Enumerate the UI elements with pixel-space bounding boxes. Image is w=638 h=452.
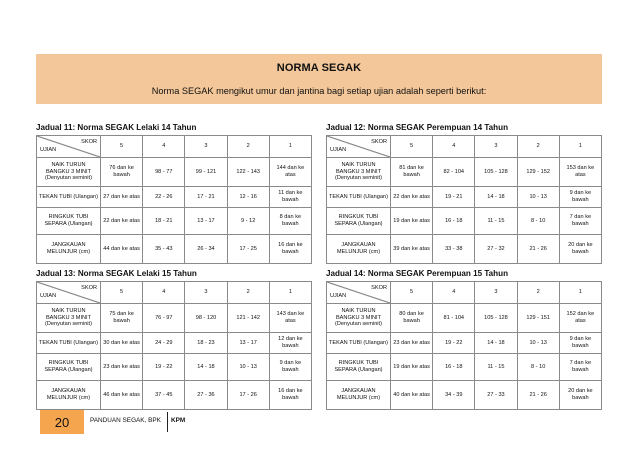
norm-value-cell: 144 dan ke atas: [269, 158, 311, 187]
test-name-cell: RINGKUK TUBI SEPARA (Ulangan): [37, 354, 101, 381]
score-header-cell: 2: [517, 282, 559, 304]
norm-value-cell: 13 - 17: [227, 333, 269, 354]
table-row: [327, 381, 602, 410]
page-title: NORMA SEGAK: [276, 62, 362, 74]
norm-value-cell: 40 dan ke atas: [391, 381, 433, 410]
score-header-cell: 4: [433, 136, 475, 158]
score-header-cell: 1: [269, 136, 311, 158]
norm-value-cell: 17 - 25: [227, 235, 269, 264]
norm-table: [36, 135, 312, 264]
score-header-cell: 1: [559, 282, 601, 304]
norm-table-block: [326, 269, 602, 410]
norm-value-cell: 23 dan ke atas: [391, 333, 433, 354]
norm-value-cell: 16 dan ke bawah: [269, 381, 311, 410]
norm-value-cell: 105 - 128: [475, 304, 517, 333]
norm-value-cell: 21 - 26: [517, 235, 559, 264]
table-row: [37, 158, 312, 187]
norm-value-cell: 153 dan ke atas: [559, 158, 601, 187]
norm-value-cell: 33 - 38: [433, 235, 475, 264]
norm-value-cell: 10 - 13: [227, 354, 269, 381]
norm-value-cell: 19 - 22: [433, 333, 475, 354]
table-row: [37, 381, 312, 410]
test-name-cell: TEKAN TUBI (Ulangan): [37, 333, 101, 354]
norm-value-cell: 8 dan ke bawah: [269, 208, 311, 235]
norm-value-cell: 9 - 12: [227, 208, 269, 235]
score-header-cell: 3: [475, 136, 517, 158]
norm-value-cell: 16 - 18: [433, 354, 475, 381]
norm-value-cell: 11 dan ke bawah: [269, 187, 311, 208]
ujian-label: UJIAN: [330, 147, 347, 154]
table-title: Jadual 11: Norma SEGAK Lelaki 14 Tahun: [36, 123, 197, 132]
test-name-cell: RINGKUK TUBI SEPARA (Ulangan): [327, 354, 391, 381]
norm-value-cell: 10 - 13: [517, 333, 559, 354]
test-name-cell: TEKAN TUBI (Ulangan): [327, 333, 391, 354]
table-row: [327, 333, 602, 354]
norm-value-cell: 20 dan ke bawah: [559, 235, 601, 264]
table-row: [327, 354, 602, 381]
norm-value-cell: 14 - 18: [475, 333, 517, 354]
norm-value-cell: 22 dan ke atas: [101, 208, 143, 235]
norm-value-cell: 27 dan ke atas: [101, 187, 143, 208]
norm-value-cell: 18 - 21: [143, 208, 185, 235]
norm-value-cell: 76 - 97: [143, 304, 185, 333]
norm-value-cell: 14 - 18: [475, 187, 517, 208]
norm-value-cell: 46 dan ke atas: [101, 381, 143, 410]
table-row: [327, 235, 602, 264]
norm-value-cell: 17 - 26: [227, 381, 269, 410]
norm-value-cell: 10 - 13: [517, 187, 559, 208]
test-name-cell: RINGKUK TUBI SEPARA (Ulangan): [327, 208, 391, 235]
norm-value-cell: 7 dan ke bawah: [559, 208, 601, 235]
header-corner-cell: [327, 282, 391, 304]
norm-value-cell: 152 dan ke atas: [559, 304, 601, 333]
norm-value-cell: 75 dan ke bawah: [101, 304, 143, 333]
norm-value-cell: 22 dan ke atas: [391, 187, 433, 208]
norm-value-cell: 21 - 26: [517, 381, 559, 410]
ujian-label: UJIAN: [40, 293, 57, 300]
norm-value-cell: 81 dan ke bawah: [391, 158, 433, 187]
norm-value-cell: 16 dan ke bawah: [269, 235, 311, 264]
norm-value-cell: 76 dan ke bawah: [101, 158, 143, 187]
score-header-cell: 4: [143, 136, 185, 158]
skor-label: SKOR: [371, 139, 387, 145]
norm-value-cell: 129 - 152: [517, 158, 559, 187]
footer-org: KPM: [171, 417, 186, 424]
norm-value-cell: 9 dan ke bawah: [269, 354, 311, 381]
skor-label: SKOR: [371, 285, 387, 291]
table-row: [327, 158, 602, 187]
norm-value-cell: 24 - 29: [143, 333, 185, 354]
footer-text: PANDUAN SEGAK, BPK: [90, 417, 161, 424]
score-header-cell: 3: [475, 282, 517, 304]
norm-value-cell: 20 dan ke bawah: [559, 381, 601, 410]
norm-value-cell: 34 - 39: [433, 381, 475, 410]
norm-table-block: [326, 123, 602, 264]
norm-value-cell: 9 dan ke bawah: [559, 333, 601, 354]
score-header-cell: 4: [143, 282, 185, 304]
norm-value-cell: 23 dan ke atas: [101, 354, 143, 381]
title-banner: [36, 54, 602, 104]
test-name-cell: NAIK TURUN BANGKU 3 MINIT (Denyutan seminit): [37, 304, 101, 333]
test-name-cell: JANGKAUAN MELUNJUR (cm): [37, 235, 101, 264]
table-row: [37, 187, 312, 208]
ujian-label: UJIAN: [330, 293, 347, 300]
test-name-cell: NAIK TURUN BANGKU 3 MINIT (Denyutan seminit): [327, 158, 391, 187]
norm-table: [326, 281, 602, 410]
test-name-cell: JANGKAUAN MELUNJUR (cm): [327, 235, 391, 264]
norm-value-cell: 8 - 10: [517, 208, 559, 235]
table-row: [37, 333, 312, 354]
norm-value-cell: 19 dan ke atas: [391, 208, 433, 235]
test-name-cell: TEKAN TUBI (Ulangan): [37, 187, 101, 208]
score-header-cell: 5: [101, 282, 143, 304]
table-header-row: [37, 282, 312, 304]
norm-value-cell: 39 dan ke atas: [391, 235, 433, 264]
norm-value-cell: 121 - 142: [227, 304, 269, 333]
norm-value-cell: 18 - 23: [185, 333, 227, 354]
page-subtitle: Norma SEGAK mengikut umur dan jantina bagi setiap ujian adalah seperti berikut:: [151, 86, 487, 96]
table-row: [37, 208, 312, 235]
skor-label: SKOR: [81, 139, 97, 145]
norm-value-cell: 16 - 18: [433, 208, 475, 235]
score-header-cell: 3: [185, 282, 227, 304]
test-name-cell: RINGKUK TUBI SEPARA (Ulangan): [37, 208, 101, 235]
norm-value-cell: 17 - 21: [185, 187, 227, 208]
page-number: 20: [40, 410, 84, 434]
norm-value-cell: 11 - 15: [475, 208, 517, 235]
score-header-cell: 4: [433, 282, 475, 304]
test-name-cell: JANGKAUAN MELUNJUR (cm): [327, 381, 391, 410]
norm-value-cell: 27 - 32: [475, 235, 517, 264]
score-header-cell: 5: [391, 282, 433, 304]
norm-value-cell: 7 dan ke bawah: [559, 354, 601, 381]
norm-value-cell: 129 - 151: [517, 304, 559, 333]
norm-value-cell: 82 - 104: [433, 158, 475, 187]
table-row: [327, 304, 602, 333]
norm-value-cell: 9 dan ke bawah: [559, 187, 601, 208]
norm-table-block: [36, 123, 312, 264]
ujian-label: UJIAN: [40, 147, 57, 154]
test-name-cell: JANGKAUAN MELUNJUR (cm): [37, 381, 101, 410]
norm-value-cell: 81 - 104: [433, 304, 475, 333]
table-header-row: [37, 136, 312, 158]
table-row: [37, 354, 312, 381]
table-title: Jadual 13: Norma SEGAK Lelaki 15 Tahun: [36, 269, 197, 278]
norm-value-cell: 105 - 128: [475, 158, 517, 187]
table-row: [37, 304, 312, 333]
score-header-cell: 2: [517, 136, 559, 158]
norm-value-cell: 35 - 43: [143, 235, 185, 264]
score-header-cell: 1: [269, 282, 311, 304]
norm-value-cell: 22 - 26: [143, 187, 185, 208]
norm-value-cell: 19 - 22: [143, 354, 185, 381]
test-name-cell: NAIK TURUN BANGKU 3 MINIT (Denyutan seminit): [37, 158, 101, 187]
header-corner-cell: [37, 136, 101, 158]
norm-value-cell: 26 - 34: [185, 235, 227, 264]
norm-value-cell: 99 - 121: [185, 158, 227, 187]
norm-value-cell: 12 dan ke bawah: [269, 333, 311, 354]
header-corner-cell: [37, 282, 101, 304]
norm-value-cell: 37 - 45: [143, 381, 185, 410]
score-header-cell: 3: [185, 136, 227, 158]
table-row: [327, 208, 602, 235]
norm-value-cell: 143 dan ke atas: [269, 304, 311, 333]
score-header-cell: 2: [227, 136, 269, 158]
skor-label: SKOR: [81, 285, 97, 291]
score-header-cell: 5: [391, 136, 433, 158]
score-header-cell: 5: [101, 136, 143, 158]
table-header-row: [327, 282, 602, 304]
norm-value-cell: 12 - 16: [227, 187, 269, 208]
norm-table: [36, 281, 312, 410]
footer-divider: [167, 412, 168, 432]
table-header-row: [327, 136, 602, 158]
norm-value-cell: 19 - 21: [433, 187, 475, 208]
norm-table: [326, 135, 602, 264]
norm-value-cell: 14 - 18: [185, 354, 227, 381]
test-name-cell: TEKAN TUBI (Ulangan): [327, 187, 391, 208]
norm-value-cell: 11 - 15: [475, 354, 517, 381]
norm-table-block: [36, 269, 312, 410]
table-row: [37, 235, 312, 264]
norm-value-cell: 80 dan ke bawah: [391, 304, 433, 333]
norm-value-cell: 19 dan ke atas: [391, 354, 433, 381]
norm-value-cell: 13 - 17: [185, 208, 227, 235]
norm-value-cell: 122 - 143: [227, 158, 269, 187]
norm-value-cell: 27 - 36: [185, 381, 227, 410]
table-title: Jadual 14: Norma SEGAK Perempuan 15 Tahun: [326, 269, 509, 278]
score-header-cell: 1: [559, 136, 601, 158]
table-title: Jadual 12: Norma SEGAK Perempuan 14 Tahun: [326, 123, 509, 132]
table-row: [327, 187, 602, 208]
score-header-cell: 2: [227, 282, 269, 304]
norm-value-cell: 98 - 120: [185, 304, 227, 333]
norm-value-cell: 98 - 77: [143, 158, 185, 187]
norm-value-cell: 44 dan ke atas: [101, 235, 143, 264]
header-corner-cell: [327, 136, 391, 158]
norm-value-cell: 27 - 33: [475, 381, 517, 410]
norm-value-cell: 30 dan ke atas: [101, 333, 143, 354]
test-name-cell: NAIK TURUN BANGKU 3 MINIT (Denyutan seminit): [327, 304, 391, 333]
norm-value-cell: 8 - 10: [517, 354, 559, 381]
